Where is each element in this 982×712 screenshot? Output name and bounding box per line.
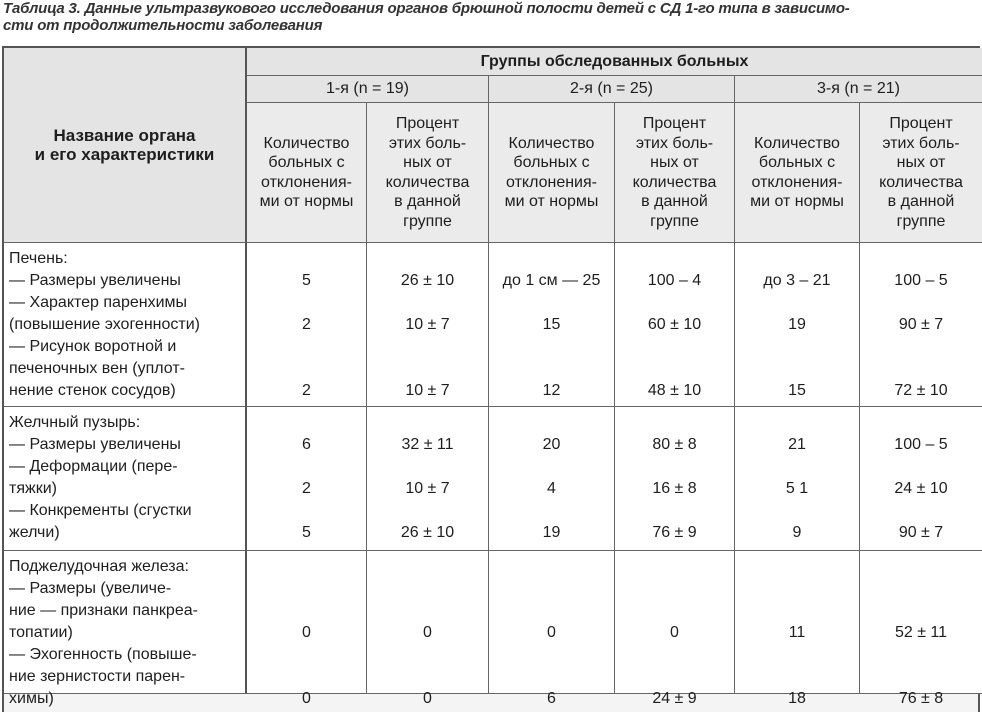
organ-line-line-5: — Эхогенность (повыше- (9, 646, 197, 663)
table-cell-value: 80 ± 8 (652, 436, 697, 453)
header-organ-name-line-2: и его характеристики (34, 145, 215, 164)
table-cell-value: до 1 см — 25 (502, 272, 601, 289)
organ-line-line-3: — Характер паренхимы (9, 294, 188, 311)
table-cell-value: 90 ± 7 (898, 524, 944, 541)
count-label-line-3: отклонения- (506, 173, 597, 191)
count-label-line-1: Количество (263, 134, 350, 152)
table-cell-value: 18 (788, 690, 806, 707)
table-cell-value: 5 (302, 272, 311, 289)
table-cell-value: 16 ± 8 (652, 480, 697, 497)
count-label-line-4: ми от нормы (750, 193, 844, 210)
section-gallbladder-g2-count (489, 407, 615, 551)
section-gallbladder-g3-percent (860, 407, 982, 551)
table-cell-value: 2 (302, 480, 311, 497)
organ-line-line-4: топатии) (9, 624, 73, 641)
header-groups-title: Группы обследованных больных (247, 48, 982, 76)
header-group-3: 3-я (n = 21) (735, 76, 982, 103)
organ-line-line-2: — Размеры увеличены (9, 436, 181, 453)
header-organ-name-line-1: Название органа (53, 126, 196, 145)
organ-line-line-7: нение стенок сосудов) (9, 382, 176, 399)
table-cell-value: 19 (542, 524, 561, 541)
organ-line-line-4: (повышение эхогенности) (9, 316, 200, 333)
count-label-line-2: больных с (758, 154, 836, 171)
header-percent-g1 (367, 103, 489, 243)
header-organ-name (4, 48, 247, 243)
percent-label-line-5: в данной (641, 193, 708, 210)
organ-line-line-1: Желчный пузырь: (9, 414, 141, 431)
table-cell-value: 0 (547, 624, 556, 641)
percent-label-line-2: этих боль- (635, 134, 714, 152)
table-cell-value: 100 – 4 (647, 272, 702, 289)
table-cell-value: 90 ± 7 (898, 316, 944, 333)
table-cell-value: 0 (423, 690, 432, 707)
section-gallbladder-g1-percent (367, 407, 489, 551)
table-cell-value: 15 (542, 316, 561, 333)
table-cell-value: 5 1 (785, 480, 809, 497)
percent-label-line-5: в данной (887, 193, 955, 210)
organ-line-line-6: желчи) (9, 524, 60, 541)
percent-label-line-1: Процент (889, 115, 953, 132)
organ-line-line-4: тяжки) (9, 480, 57, 497)
table-cell-value: 100 – 5 (894, 272, 948, 289)
table-cell-value: 19 (788, 316, 806, 333)
table-cell-value: 10 ± 7 (405, 382, 450, 399)
organ-line-line-2: — Размеры увеличены (9, 272, 181, 289)
table-cell-value: 21 (788, 436, 806, 453)
table-cell-value: 76 ± 8 (898, 690, 944, 707)
table-cell-value: 20 (542, 436, 561, 453)
table-cell-value: 48 ± 10 (647, 382, 702, 399)
percent-label-line-5: в данной (394, 193, 461, 210)
table-cell-value: 52 ± 11 (894, 624, 948, 641)
organ-line-line-3: ние — признаки панкреа- (9, 602, 198, 619)
section-pancreas-g3-count (735, 551, 860, 707)
header-count-g3 (735, 103, 860, 243)
section-pancreas-g2-count (489, 551, 615, 707)
table-cell-value: 100 – 5 (894, 436, 948, 453)
section-pancreas-g2-percent (615, 551, 735, 707)
table-cell-value: 11 (788, 624, 806, 641)
section-pancreas-g3-percent (860, 551, 982, 707)
table-caption (3, 0, 978, 40)
section-gallbladder-g3-count (735, 407, 860, 551)
caption-line-1: Таблица 3. Данные ультразвукового исследования органов брюшной полости детей с СД 1-го типа в зависимо- (3, 0, 850, 17)
header-percent-g3 (860, 103, 982, 243)
organ-line-line-5: — Рисунок воротной и (9, 338, 177, 355)
count-label-line-2: больных с (268, 154, 345, 171)
section-liver-g3-percent (860, 243, 982, 407)
table-cell-value: 72 ± 10 (894, 382, 948, 399)
table-cell-value: 10 ± 7 (405, 480, 450, 497)
table-cell-value: 76 ± 9 (652, 524, 697, 541)
header-group-2: 2-я (n = 25) (489, 76, 735, 103)
section-liver-g1-count (247, 243, 367, 407)
organ-line-line-5: — Конкременты (сгустки (9, 502, 192, 519)
percent-label-line-6: группе (896, 212, 946, 230)
count-label-line-1: Количество (508, 134, 595, 152)
ultrasound-table (2, 46, 980, 712)
organ-line-line-1: Поджелудочная железа: (9, 558, 189, 575)
table-cell-value: 2 (302, 316, 311, 333)
section-pancreas-g1-count (247, 551, 367, 707)
table-cell-value: 10 ± 7 (405, 316, 450, 333)
count-label-line-2: больных с (513, 154, 590, 171)
table-cell-value: 6 (547, 690, 556, 707)
section-pancreas-name (4, 551, 247, 707)
percent-label-line-4: количества (879, 173, 963, 191)
percent-label-line-1: Процент (395, 115, 460, 132)
table-cell-value: 32 ± 11 (401, 436, 454, 453)
table-cell-value: 0 (423, 624, 432, 641)
table-cell-value: 0 (302, 690, 311, 707)
count-label-line-3: отклонения- (261, 173, 352, 191)
table-cell-value: 2 (302, 382, 311, 399)
section-gallbladder-g2-percent (615, 407, 735, 551)
section-liver-g3-count (735, 243, 860, 407)
organ-line-line-3: — Деформации (пере- (9, 458, 178, 475)
table-cell-value: 24 ± 10 (894, 480, 948, 497)
count-label-line-1: Количество (754, 134, 840, 152)
header-count-g1 (247, 103, 367, 243)
section-liver-name (4, 243, 247, 407)
table-cell-value: 60 ± 10 (647, 316, 702, 333)
count-label-line-3: отклонения- (751, 173, 843, 191)
organ-line-line-2: — Размеры (увеличе- (9, 580, 172, 597)
section-liver-g2-percent (615, 243, 735, 407)
table-cell-value: 12 (542, 382, 561, 399)
section-liver-g1-percent (367, 243, 489, 407)
organ-line-line-6: печеночных вен (уплот- (9, 360, 185, 377)
header-percent-g2 (615, 103, 735, 243)
table-cell-value: 24 ± 9 (652, 690, 697, 707)
percent-label-line-2: этих боль- (388, 134, 467, 152)
section-gallbladder-name (4, 407, 247, 551)
percent-label-line-4: количества (385, 173, 470, 191)
count-label-line-4: ми от нормы (504, 193, 599, 210)
table-cell-value: 9 (792, 524, 802, 541)
table-cell-value: 15 (788, 382, 806, 399)
header-count-g2 (489, 103, 615, 243)
organ-line-line-7: химы) (9, 690, 54, 707)
count-label-line-4: ми от нормы (259, 193, 354, 210)
table-cell-value: 4 (547, 480, 556, 497)
table-cell-value: 0 (670, 624, 679, 641)
section-pancreas-g1-percent (367, 551, 489, 707)
table-cell-value: 26 ± 10 (400, 272, 455, 289)
header-group-1: 1-я (n = 19) (247, 76, 489, 103)
percent-label-line-6: группе (650, 212, 699, 230)
percent-label-line-3: ных от (896, 154, 946, 171)
caption-line-2: сти от продолжительности заболевания (3, 17, 323, 34)
percent-label-line-4: количества (632, 173, 717, 191)
table-cell-value: 0 (302, 624, 311, 641)
table-cell-value: 26 ± 10 (400, 524, 455, 541)
percent-label-line-3: ных от (403, 154, 452, 171)
percent-label-line-3: ных от (650, 154, 699, 171)
table-cell-value: до 3 – 21 (763, 272, 831, 289)
table-cell-value: 6 (302, 436, 311, 453)
percent-label-line-6: группе (403, 212, 452, 230)
organ-line-line-6: ние зернистости парен- (9, 668, 186, 685)
percent-label-line-1: Процент (642, 115, 707, 132)
organ-line-line-1: Печень: (9, 250, 68, 267)
section-gallbladder-g1-count (247, 407, 367, 551)
section-liver-g2-count (489, 243, 615, 407)
percent-label-line-2: этих боль- (882, 134, 960, 152)
table-cell-value: 5 (302, 524, 311, 541)
